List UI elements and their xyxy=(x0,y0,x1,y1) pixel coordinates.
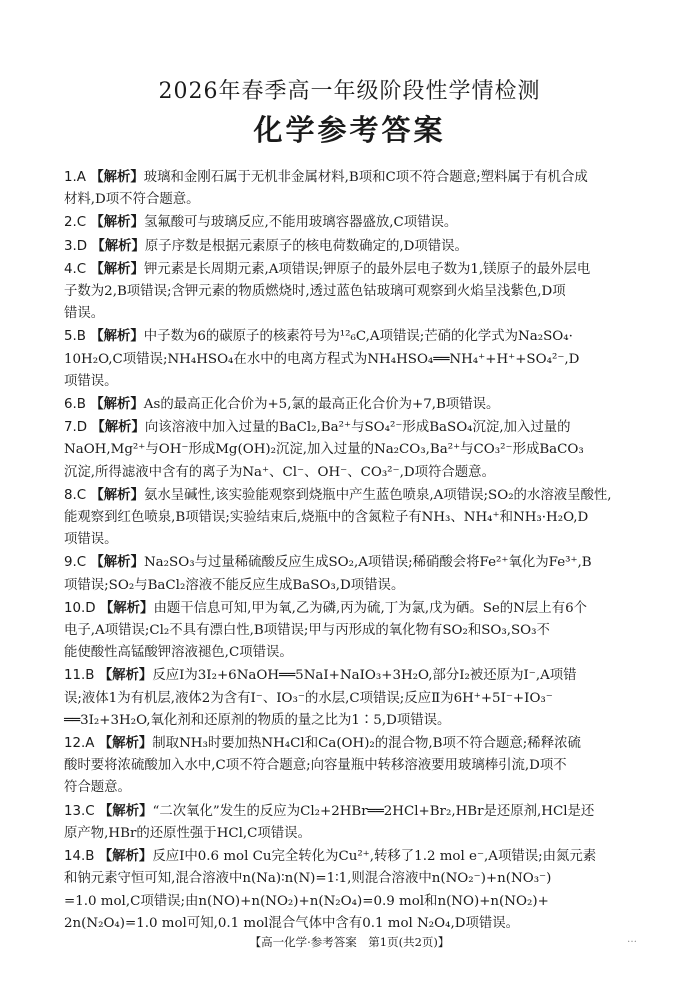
explanation-text: 子数为2,B项错误;含钾元素的物质燃烧时,透过蓝色钴玻璃可观察到火焰呈浅紫色,D项 xyxy=(64,284,566,300)
answer-line xyxy=(64,891,646,913)
answer-number: 5.B xyxy=(64,329,86,345)
explanation-text: 中子数为6的碳原子的核素符号为¹²₆C,A项错误;芒硝的化学式为Na₂SO₄· xyxy=(143,329,573,345)
answer-line xyxy=(64,281,646,303)
explanation-text: 反应Ⅰ为3I₂+6NaOH══5NaI+NaIO₃+3H₂O,部分I₂被还原为I⁻,A项错 xyxy=(152,668,577,684)
answer-item xyxy=(64,484,646,552)
explanation-text: 项错误。 xyxy=(64,373,118,389)
explanation-text: 能观察到红色喷泉,B项错误;实验结束后,烧瓶中的含氮粒子有NH₃、NH₄⁺和NH₃·H₂O,D xyxy=(64,510,589,526)
explanation-tag: 【解析】 xyxy=(90,328,144,345)
answer-number: 12.A xyxy=(64,736,95,752)
corner-mark: … xyxy=(627,934,637,945)
answer-line xyxy=(64,664,646,687)
answer-item xyxy=(64,325,646,393)
explanation-text: 10H₂O,C项错误;NH₄HSO₄在水中的电离方程式为NH₄HSO₄══NH₄⁺+H⁺+SO₄²⁻,D xyxy=(64,351,580,367)
answer-number: 8.C xyxy=(64,487,87,503)
answer-line xyxy=(64,189,646,211)
answer-line xyxy=(64,507,646,529)
explanation-text: “二次氧化”发生的反应为Cl₂+2HBr══2HCl+Br₂,HBr是还原剂,HCl是还 xyxy=(152,803,595,819)
page-footer: 【高一化学·参考答案 第1页(共2页)】 xyxy=(249,935,450,949)
explanation-text: 电子,A项错误;Cl₂不具有漂白性,B项错误;甲与丙形成的氧化物有SO₂和SO₃,SO₃不 xyxy=(64,623,550,639)
answer-item xyxy=(64,551,646,596)
answer-line xyxy=(64,732,646,755)
answer-line xyxy=(64,484,646,507)
answer-line xyxy=(64,235,646,258)
explanation-text: 向该溶液中加入过量的BaCl₂,Ba²⁺与SO₄²⁻形成BaSO₄沉淀,加入过量的 xyxy=(144,420,571,436)
answer-number: 2.C xyxy=(64,215,87,231)
explanation-text: 氢氟酸可与玻璃反应,不能用玻璃容器盛放,C项错误。 xyxy=(143,215,458,231)
answer-line xyxy=(64,597,646,620)
explanation-text: 原产物,HBr的还原性强于HCl,C项错误。 xyxy=(64,825,311,841)
answer-line xyxy=(64,529,646,551)
answer-number: 3.D xyxy=(64,238,88,254)
answer-line xyxy=(64,258,646,281)
explanation-tag: 【解析】 xyxy=(90,169,144,185)
answer-item xyxy=(64,416,646,484)
answers-list xyxy=(64,166,646,935)
explanation-text: 2n(N₂O₄)=1.0 mol可知,0.1 mol混合气体中含有0.1 mol N₂O₄,D项错误。 xyxy=(64,915,520,931)
answer-line xyxy=(64,166,646,189)
answer-line xyxy=(64,575,646,597)
answer-line xyxy=(64,688,646,710)
answer-item xyxy=(64,732,646,800)
explanation-text: 由题干信息可知,甲为氧,乙为磷,丙为硫,丁为氯,戊为硒。Se的N层上有6个 xyxy=(153,600,587,616)
answer-line xyxy=(64,325,646,348)
answer-item xyxy=(64,845,646,935)
answer-line xyxy=(64,913,646,935)
explanation-tag: 【解析】 xyxy=(90,396,144,413)
answer-line xyxy=(64,777,646,799)
answer-number: 1.A xyxy=(64,170,86,185)
answer-line xyxy=(64,349,646,371)
answer-number: 13.C xyxy=(64,803,95,819)
answer-item xyxy=(64,258,646,326)
answer-item xyxy=(64,597,646,665)
explanation-tag: 【解析】 xyxy=(90,554,144,571)
answer-line xyxy=(64,800,646,823)
explanation-text: Na₂SO₃与过量稀硫酸反应生成SO₂,A项错误;稀硝酸会将Fe²⁺氧化为Fe³⁺,B xyxy=(143,555,592,571)
explanation-tag: 【解析】 xyxy=(91,419,145,436)
explanation-tag: 【解析】 xyxy=(98,667,153,684)
explanation-tag: 【解析】 xyxy=(90,486,144,503)
answer-number: 7.D xyxy=(64,420,88,436)
explanation-text: NaOH,Mg²⁺与OH⁻形成Mg(OH)₂沉淀,加入过量的Na₂CO₃,Ba²⁺与CO₃²⁻形成BaCO₃ xyxy=(64,442,584,458)
explanation-tag: 【解析】 xyxy=(90,260,144,277)
answer-line xyxy=(64,416,646,439)
answer-number: 11.B xyxy=(64,668,95,684)
explanation-tag: 【解析】 xyxy=(98,802,153,819)
answer-item xyxy=(64,393,646,416)
explanation-text: 材料,D项不符合题意。 xyxy=(64,192,200,208)
answer-line xyxy=(64,393,646,416)
explanation-text: 误;液体1为有机层,液体2为含有I⁻、IO₃⁻的水层,C项错误;反应Ⅱ为6H⁺+5I⁻+IO₃⁻ xyxy=(64,690,553,706)
explanation-tag: 【解析】 xyxy=(91,237,145,254)
answer-line xyxy=(64,845,646,868)
explanation-text: ══3I₂+3H₂O,氧化剂和还原剂的物质的量之比为1∶5,D项错误。 xyxy=(64,712,451,728)
explanation-text: =1.0 mol,C项错误;由n(NO)+n(NO₂)+n(N₂O₄)=0.9 mol和n(NO)+n(NO₂)+ xyxy=(64,893,549,909)
explanation-text: 沉淀,所得滤液中含有的离子为Na⁺、Cl⁻、OH⁻、CO₃²⁻,D项符合题意。 xyxy=(64,464,495,480)
answer-number: 4.C xyxy=(64,261,87,277)
page-title: 化学参考答案 xyxy=(253,113,446,147)
answer-line xyxy=(64,551,646,574)
explanation-text: 制取NH₃时要加热NH₄Cl和Ca(OH)₂的混合物,B项不符合题意;稀释浓硫 xyxy=(152,736,581,752)
answer-item xyxy=(64,235,646,258)
answer-line xyxy=(64,642,646,664)
answer-line xyxy=(64,755,646,777)
explanation-text: As的最高正化合价为+5,氯的最高正化合价为+7,B项错误。 xyxy=(143,397,500,413)
answer-number: 10.D xyxy=(64,600,96,616)
explanation-tag: 【解析】 xyxy=(90,214,144,231)
explanation-tag: 【解析】 xyxy=(98,848,153,865)
answer-line xyxy=(64,211,646,234)
exam-title: 2026年春季高一年级阶段性学情检测 xyxy=(158,79,541,104)
answer-line xyxy=(64,303,646,325)
explanation-text: 项错误。 xyxy=(64,532,118,548)
explanation-tag: 【解析】 xyxy=(99,599,154,616)
answer-line xyxy=(64,462,646,484)
explanation-text: 错误。 xyxy=(64,306,105,322)
explanation-text: 钾元素是长周期元素,A项错误;钾原子的最外层电子数为1,镁原子的最外层电 xyxy=(143,261,591,277)
answer-number: 9.C xyxy=(64,555,87,571)
answer-line xyxy=(64,439,646,461)
answer-line xyxy=(64,371,646,393)
answer-item xyxy=(64,664,646,732)
explanation-text: 项错误;SO₂与BaCl₂溶液不能反应生成BaSO₃,D项错误。 xyxy=(64,577,405,593)
explanation-text: 酸时要将浓硫酸加入水中,C项不符合题意;向容量瓶中转移溶液要用玻璃棒引流,D项不 xyxy=(64,758,567,774)
answer-number: 6.B xyxy=(64,397,86,413)
answer-item xyxy=(64,166,646,211)
answer-line xyxy=(64,823,646,845)
explanation-text: 反应Ⅰ中0.6 mol Cu完全转化为Cu²⁺,转移了1.2 mol e⁻,A项错误;由氮元素 xyxy=(152,849,597,865)
explanation-text: 氨水呈碱性,该实验能观察到烧瓶中产生蓝色喷泉,A项错误;SO₂的水溶液呈酸性, xyxy=(143,487,612,503)
explanation-text: 玻璃和金刚石属于无机非金属材料,B项和C项不符合题意;塑料属于有机合成 xyxy=(143,170,588,185)
explanation-tag: 【解析】 xyxy=(98,735,153,752)
explanation-text: 和钠元素守恒可知,混合溶液中n(Na)∶n(N)=1∶1,则混合溶液中n(NO₂⁻)+n(NO₃⁻) xyxy=(64,871,552,887)
answer-item xyxy=(64,800,646,845)
answer-line xyxy=(64,868,646,890)
answer-item xyxy=(64,211,646,234)
answer-number: 14.B xyxy=(64,849,95,865)
explanation-text: 原子序数是根据元素原子的核电荷数确定的,D项错误。 xyxy=(144,238,468,254)
explanation-text: 能使酸性高锰酸钾溶液褪色,C项错误。 xyxy=(64,645,293,661)
answer-line xyxy=(64,620,646,642)
answer-line xyxy=(64,710,646,732)
explanation-text: 符合题意。 xyxy=(64,780,131,796)
